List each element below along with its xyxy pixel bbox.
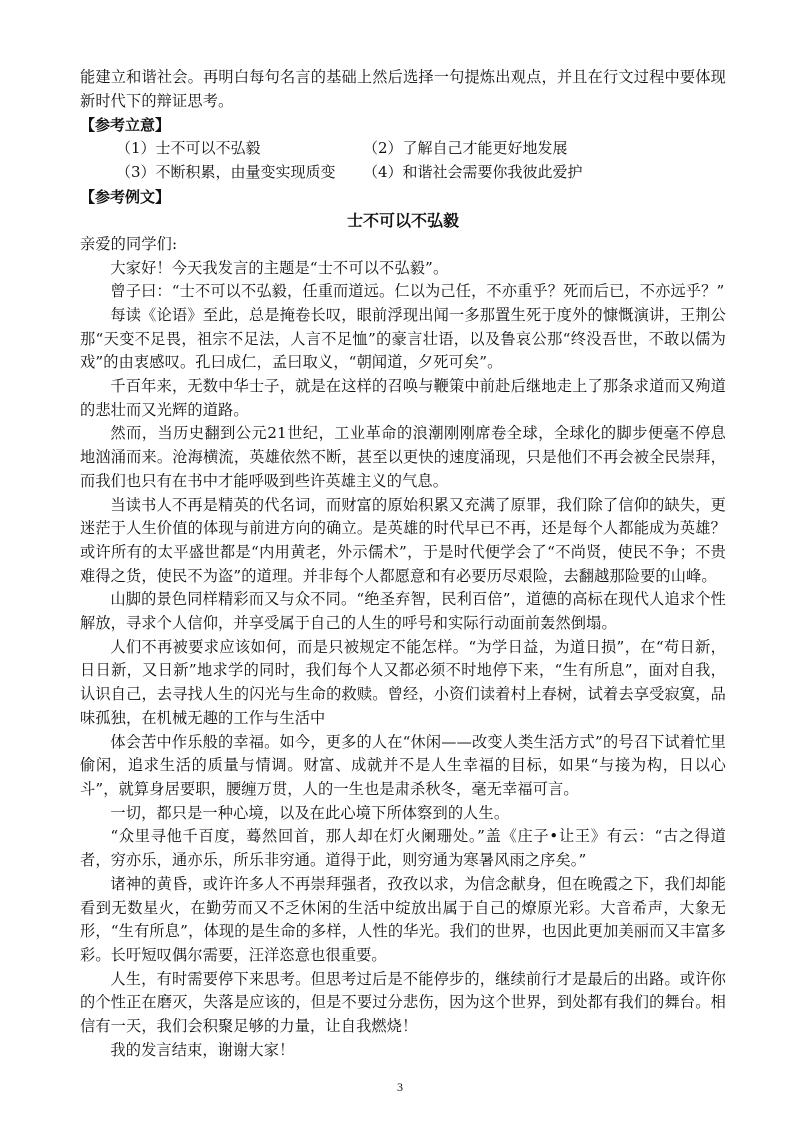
- idea-item-3: （3）不断积累，由量变实现质变: [116, 163, 336, 182]
- essay-paragraph: 体会苦中作乐般的幸福。如今，更多的人在“休闲——改变人类生活方式”的号召下试着忙里偷闲，追求生活的质量与情调。财富、成就并不是人生幸福的目标，如果“与接为构，日以心斗”，就算身居要职，腰缠万贯，人的一生也是肃杀秋冬，毫无幸福可言。: [80, 732, 726, 798]
- essay-paragraph: 大家好！今天我发言的主题是“士不可以不弘毅”。: [110, 258, 449, 277]
- ideas-row-2: [80, 161, 726, 185]
- ideas-row-1: [80, 137, 726, 161]
- idea-item-2: （2）了解自己才能更好地发展: [363, 139, 568, 158]
- reference-ideas-heading: 【参考立意】: [80, 116, 171, 135]
- essay-paragraph: 曾子曰：“士不可以不弘毅，任重而道远。仁以为己任，不亦重乎？死而后已，不亦远乎？”: [110, 282, 725, 301]
- essay-paragraph: 当读书人不再是精英的代名词，而财富的原始积累又充满了原罪，我们除了信仰的缺失，更迷茫于人生价值的体现与前进方向的确立。是英雄的时代早已不再，还是每个人都能成为英雄？或许所有的太平盛世都是“内用黄老，外示儒术”，于是时代便学会了“不尚贤，使民不争；不贵难得之货，使民不为盗”的道理。并非每个人都愿意和有必要历尽艰险，去翻越那险要的山峰。: [80, 495, 726, 585]
- idea-item-1: （1）士不可以不弘毅: [116, 139, 261, 158]
- essay-paragraph: 然而，当历史翻到公元21世纪，工业革命的浪潮刚刚席卷全球，全球化的脚步便毫不停息地汹涌而来。沧海横流，英雄依然不断，甚至以更快的速度涌现，只是他们不再会被全民崇拜，而我们也只有在书中才能呼吸到些许英雄主义的气息。: [80, 424, 726, 490]
- document-page: [80, 66, 726, 1062]
- page-number: 3: [397, 1080, 403, 1094]
- essay-title: 士不可以不弘毅: [346, 210, 459, 230]
- salutation: 亲爱的同学们:: [80, 234, 178, 253]
- essay-paragraph: “众里寻他千百度，蓦然回首，那人却在灯火阑珊处。”盖《庄子•让王》有云：“古之得道者，穷亦乐，通亦乐，所乐非穷通。道得于此，则穷通为寒暑风雨之序矣。”: [80, 827, 726, 870]
- essay-paragraph: 山脚的景色同样精彩而又与众不同。“绝圣弃智，民利百倍”，道德的高标在现代人追求个性解放，寻求个人信仰，并享受属于自己的人生的呼号和实际行动面前轰然倒塌。: [80, 590, 726, 633]
- essay-paragraph: 人生，有时需要停下来思考。但思考过后是不能停步的，继续前行才是最后的出路。或许你的个性正在磨灭，失落是应该的，但是不要过分悲伤，因为这个世界，到处都有我们的舞台。相信有一天，我们会积聚足够的力量，让自我燃烧！: [80, 969, 726, 1036]
- essay-paragraph: 千百年来，无数中华士子，就是在这样的召唤与鞭策中前赴后继地走上了那条求道而又殉道的悲壮而又光辉的道路。: [80, 377, 726, 419]
- essay-paragraph: 我的发言结束，谢谢大家！: [110, 1040, 295, 1059]
- idea-item-4: （4）和谐社会需要你我彼此爱护: [363, 163, 583, 182]
- essay-paragraph: 诸神的黄昏，或许许多人不再崇拜强者，孜孜以求，为信念献身，但在晚霞之下，我们却能看到无数星火，在勤劳而又不乏休闲的生活中绽放出属于自己的燎原光彩。大音希声，大象无形，“生有所息”，体现的是生命的多样，人性的华光。我们的世界，也因此更加美丽而又丰富多彩。长吁短叹偶尔需要，汪洋恣意也很重要。: [80, 874, 726, 964]
- intro-paragraph: 能建立和谐社会。再明白每句名言的基础上然后选择一句提炼出观点，并且在行文过程中要体现新时代下的辩证思考。: [80, 68, 726, 110]
- essay-paragraph: 人们不再被要求应该如何，而是只被规定不能怎样。“为学日益，为道日损”，在“苟日新，日日新，又日新”地求学的同时，我们每个人又都必须不时地停下来，“生有所息”，面对自我，认识自己，去寻找人生的闪光与生命的救赎。曾经，小资们读着村上春树，试着去享受寂寞，品味孤独，在机械无趣的工作与生活中: [80, 637, 726, 727]
- reference-sample-heading: 【参考例文】: [80, 187, 171, 206]
- essay-paragraph: 每读《论语》至此，总是掩卷长叹，眼前浮现出闻一多那置生死于度外的慷慨演讲，王荆公那“天变不足畏，祖宗不足法，人言不足恤”的豪言壮语，以及鲁哀公那“终没吾世，不敢以儒为戏”的由衷感叹。孔曰成仁，孟曰取义，“朝闻道，夕死可矣”。: [80, 305, 726, 372]
- essay-paragraph: 一切，都只是一种心境，以及在此心境下所体察到的人生。: [110, 803, 510, 822]
